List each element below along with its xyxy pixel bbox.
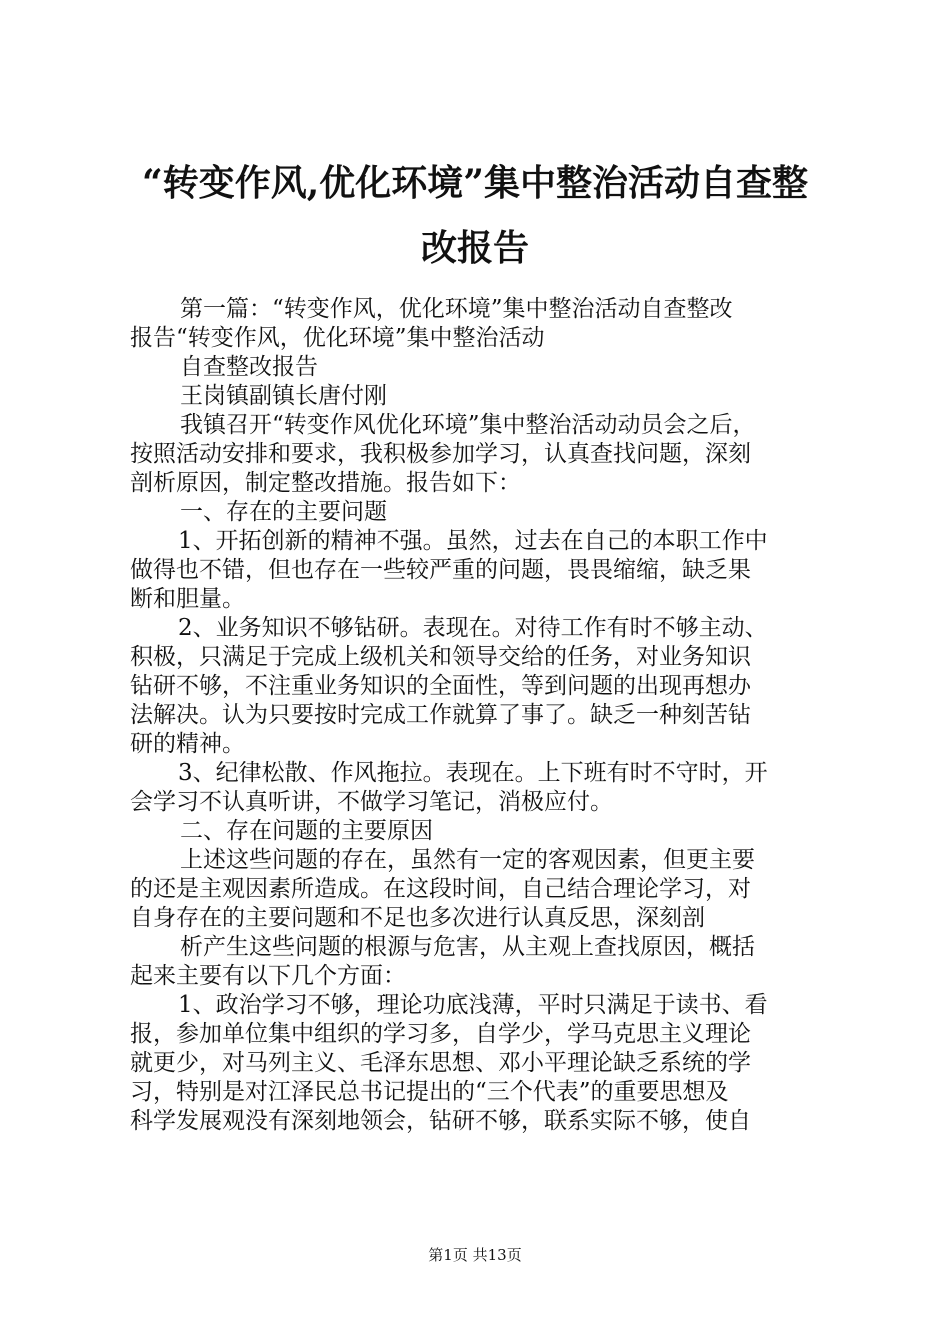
- document-body: [130, 295, 840, 1136]
- page-number-footer: 第1页 共13页: [428, 1246, 522, 1264]
- body-line: 报告“转变作风，优化环境”集中整治活动: [130, 325, 545, 351]
- body-line: 习，特别是对江泽民总书记提出的“三个代表”的重要思想及: [130, 1079, 729, 1105]
- body-line: 第一篇：“转变作风，优化环境”集中整治活动自查整改: [180, 296, 733, 322]
- body-line: 会学习不认真听讲，不做学习笔记，消极应付。: [130, 789, 613, 815]
- body-line: 剖析原因，制定整改措施。报告如下：: [130, 470, 521, 496]
- body-line: 起来主要有以下几个方面：: [130, 963, 406, 989]
- body-line: 做得也不错，但也存在一些较严重的问题，畏畏缩缩，缺乏果: [130, 557, 751, 583]
- body-line: 积极，只满足于完成上级机关和领导交给的任务，对业务知识: [130, 644, 751, 670]
- body-line: 科学发展观没有深刻地领会，钻研不够，联系实际不够，使自: [130, 1108, 751, 1134]
- body-line: 1、开拓创新的精神不强。虽然，过去在自己的本职工作中: [178, 528, 768, 554]
- body-line: 研的精神。: [130, 731, 245, 757]
- body-line: 就更少，对马列主义、毛泽东思想、邓小平理论缺乏系统的学: [130, 1050, 751, 1076]
- document-title-line-1: “转变作风,优化环境”集中整治活动自查整: [142, 162, 808, 204]
- body-line: 的还是主观因素所造成。在这段时间，自己结合理论学习，对: [130, 876, 751, 902]
- body-line: 自查整改报告: [180, 354, 318, 380]
- body-line: 我镇召开“转变作风优化环境”集中整治活动动员会之后，: [180, 412, 756, 438]
- body-line: 析产生这些问题的根源与危害，从主观上查找原因，概括: [180, 934, 755, 960]
- body-line: 断和胆量。: [130, 586, 245, 612]
- body-line: 上述这些问题的存在，虽然有一定的客观因素，但更主要: [180, 847, 755, 873]
- body-line: 报，参加单位集中组织的学习多，自学少，学马克思主义理论: [130, 1021, 751, 1047]
- document-title-line-2: 改报告: [420, 227, 529, 269]
- body-line: 法解决。认为只要按时完成工作就算了事了。缺乏一种刻苦钻: [130, 702, 751, 728]
- body-line: 3、纪律松散、作风拖拉。表现在。上下班有时不守时，开: [178, 760, 768, 786]
- section-heading: 二、存在问题的主要原因: [180, 818, 433, 844]
- body-line: 钻研不够，不注重业务知识的全面性，等到问题的出现再想办: [130, 673, 751, 699]
- body-line: 王岗镇副镇长唐付刚: [180, 383, 387, 409]
- body-line: 自身存在的主要问题和不足也多次进行认真反思，深刻剖: [130, 905, 705, 931]
- body-line: 按照活动安排和要求，我积极参加学习，认真查找问题，深刻: [130, 441, 751, 467]
- body-line: 2、业务知识不够钻研。表现在。对待工作有时不够主动、: [178, 615, 768, 641]
- section-heading: 一、存在的主要问题: [180, 499, 387, 525]
- body-line: 1、政治学习不够，理论功底浅薄，平时只满足于读书、看: [178, 992, 768, 1018]
